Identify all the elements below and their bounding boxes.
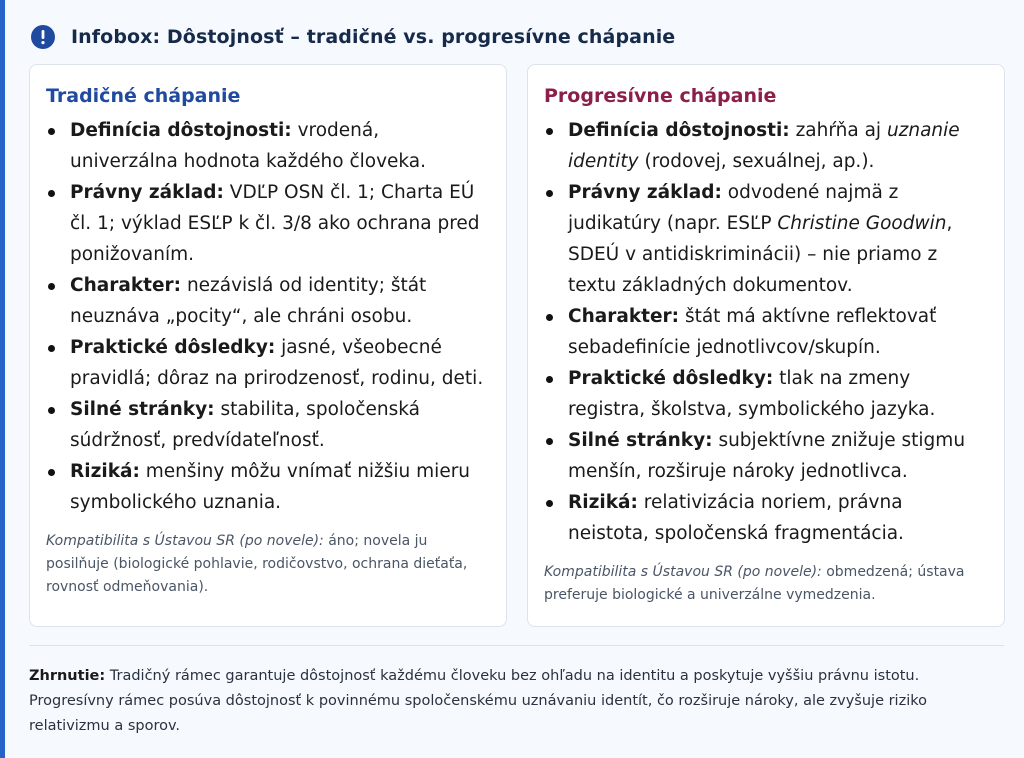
traditional-card bbox=[29, 64, 507, 627]
item-text: subjektívne znižuje stigmu menšín, rozširuje nároky jednotlivca. bbox=[568, 430, 966, 482]
item-label: Silné stránky: bbox=[568, 430, 713, 451]
item-text: zahŕňa aj bbox=[789, 120, 887, 141]
progressive-compatibility bbox=[544, 561, 988, 607]
list-item bbox=[544, 363, 988, 425]
comparison-cards bbox=[29, 64, 1005, 627]
list-item bbox=[46, 177, 490, 270]
traditional-list bbox=[46, 115, 490, 518]
item-label: Charakter: bbox=[568, 306, 680, 327]
summary bbox=[29, 664, 1004, 739]
list-item bbox=[46, 115, 490, 177]
list-item bbox=[544, 425, 988, 487]
item-label: Charakter: bbox=[70, 275, 182, 296]
item-text: tlak na zmeny registra, školstva, symbolického jazyka. bbox=[568, 368, 936, 420]
compat-label: Kompatibilita s Ústavou SR (po novele): bbox=[46, 533, 324, 549]
compat-text: obmedzená; ústava preferuje biologické a univerzálne vymedzenia. bbox=[544, 564, 965, 603]
item-label: Právny základ: bbox=[568, 182, 722, 203]
infobox-title: Infobox: Dôstojnosť – tradičné vs. progresívne chápanie bbox=[71, 26, 676, 48]
item-text: , SDEÚ v antidiskriminácii) – nie priamo z textu základných dokumentov. bbox=[568, 213, 953, 296]
item-label: Riziká: bbox=[70, 461, 140, 482]
item-text: menšiny môžu vnímať nižšiu mieru symbolického uznania. bbox=[70, 461, 471, 513]
infobox-header bbox=[29, 0, 1024, 74]
item-label: Riziká: bbox=[568, 492, 638, 513]
item-text: nezávislá od identity; štát neuznáva „pocity“, ale chráni osobu. bbox=[70, 275, 427, 327]
divider bbox=[29, 645, 1004, 646]
infobox bbox=[5, 0, 1024, 758]
traditional-heading: Tradičné chápanie bbox=[46, 85, 241, 107]
compat-text: áno; novela ju posilňuje (biologické pohlavie, rodičovstvo, ochrana dieťaťa, rovnosť odmeňovania). bbox=[46, 533, 468, 595]
summary-label: Zhrnutie: bbox=[29, 668, 106, 684]
item-label: Definícia dôstojnosti: bbox=[70, 120, 292, 141]
list-item bbox=[46, 394, 490, 456]
item-text: VDĽP OSN čl. 1; Charta EÚ čl. 1; výklad ESĽP k čl. 3/8 ako ochrana pred ponižovaním. bbox=[70, 182, 480, 265]
list-item bbox=[544, 115, 988, 177]
progressive-heading: Progresívne chápanie bbox=[544, 85, 777, 107]
item-text: (rodovej, sexuálnej, ap.). bbox=[638, 151, 875, 172]
item-text: relativizácia noriem, právna neistota, spoločenská fragmentácia. bbox=[568, 492, 904, 544]
item-label: Právny základ: bbox=[70, 182, 224, 203]
item-text: jasné, všeobecné pravidlá; dôraz na prirodzenosť, rodinu, deti. bbox=[70, 337, 484, 389]
list-item bbox=[46, 270, 490, 332]
summary-text: Tradičný rámec garantuje dôstojnosť každému človeku bez ohľadu na identitu a poskytuje vyššiu právnu istotu. Progresívny rámec posúva dôstojnosť k povinnému spoločenskému uznávaniu identít, čo rozširuje nároky, ale zvyšuje riziko relativizmu a sporov. bbox=[29, 668, 927, 734]
item-text: vrodená, univerzálna hodnota každého človeka. bbox=[70, 120, 427, 172]
item-label: Definícia dôstojnosti: bbox=[568, 120, 790, 141]
exclamation-icon bbox=[31, 25, 55, 49]
item-text: odvodené najmä z judikatúry (napr. ESĽP bbox=[568, 182, 899, 234]
item-italic: Christine Goodwin bbox=[777, 213, 947, 234]
list-item bbox=[544, 487, 988, 549]
progressive-card bbox=[527, 64, 1005, 627]
item-text: štát má aktívne reflektovať sebadefinície jednotlivcov/skupín. bbox=[568, 306, 937, 358]
item-italic: uznanie identity bbox=[568, 120, 960, 172]
item-label: Praktické dôsledky: bbox=[568, 368, 774, 389]
list-item bbox=[46, 456, 490, 518]
traditional-compatibility bbox=[46, 530, 490, 599]
progressive-list bbox=[544, 115, 988, 549]
compat-label: Kompatibilita s Ústavou SR (po novele): bbox=[544, 564, 822, 580]
list-item bbox=[544, 301, 988, 363]
item-label: Praktické dôsledky: bbox=[70, 337, 276, 358]
list-item bbox=[544, 177, 988, 301]
list-item bbox=[46, 332, 490, 394]
item-text: stabilita, spoločenská súdržnosť, predvídateľnosť. bbox=[70, 399, 420, 451]
item-label: Silné stránky: bbox=[70, 399, 215, 420]
